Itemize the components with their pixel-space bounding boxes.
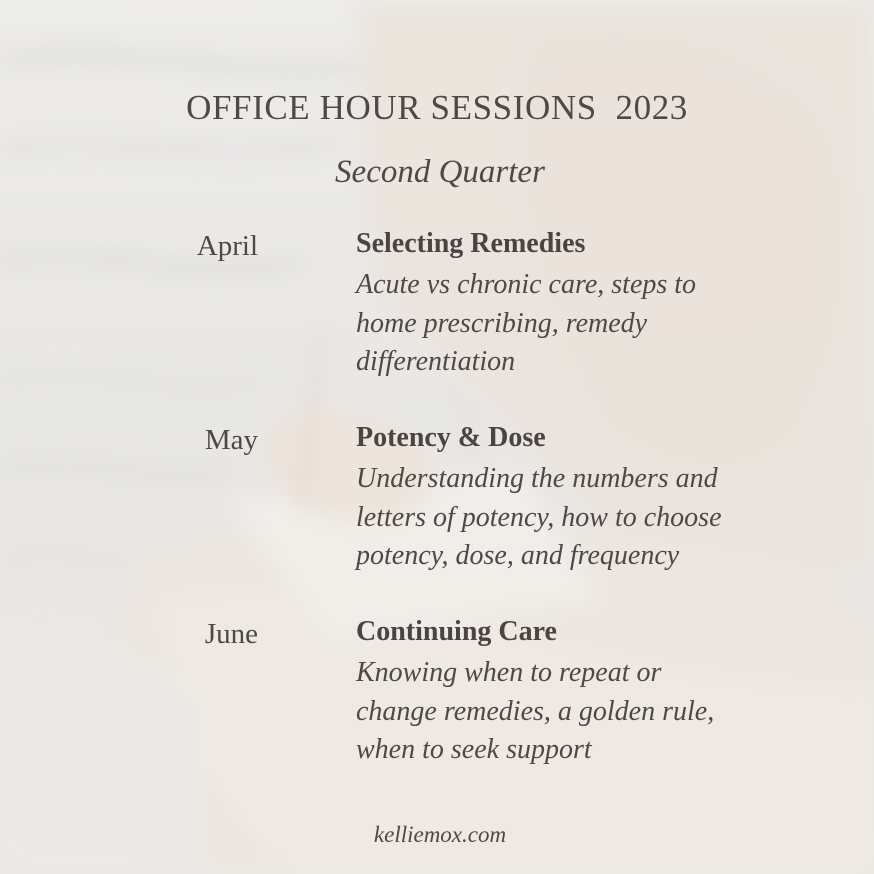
description-line: potency, dose, and frequency: [356, 540, 680, 571]
session-month: June: [204, 618, 258, 650]
session-description: [356, 460, 796, 576]
description-line: change remedies, a golden rule,: [356, 695, 715, 727]
session-topic: Continuing Care: [356, 616, 557, 647]
description-line: letters of potency, how to choose: [356, 501, 722, 533]
session-description: [356, 266, 796, 382]
description-line: Acute vs chronic care, steps to: [356, 269, 697, 300]
description-line: Knowing when to repeat or: [356, 657, 662, 688]
session-description: [356, 654, 796, 770]
page-title: OFFICE HOUR SESSIONS 2023: [186, 88, 688, 127]
session-topic: Selecting Remedies: [356, 228, 586, 259]
session-topic: Potency & Dose: [356, 422, 546, 453]
description-line: when to seek support: [356, 734, 592, 765]
description-line: Understanding the numbers and: [356, 463, 718, 494]
subtitle: Second Quarter: [335, 154, 545, 190]
session-month: May: [204, 424, 258, 456]
description-line: differentiation: [356, 346, 516, 377]
website-link[interactable]: kelliemox.com: [373, 822, 507, 847]
session-month: April: [196, 230, 258, 262]
description-line: home prescribing, remedy: [356, 307, 648, 339]
